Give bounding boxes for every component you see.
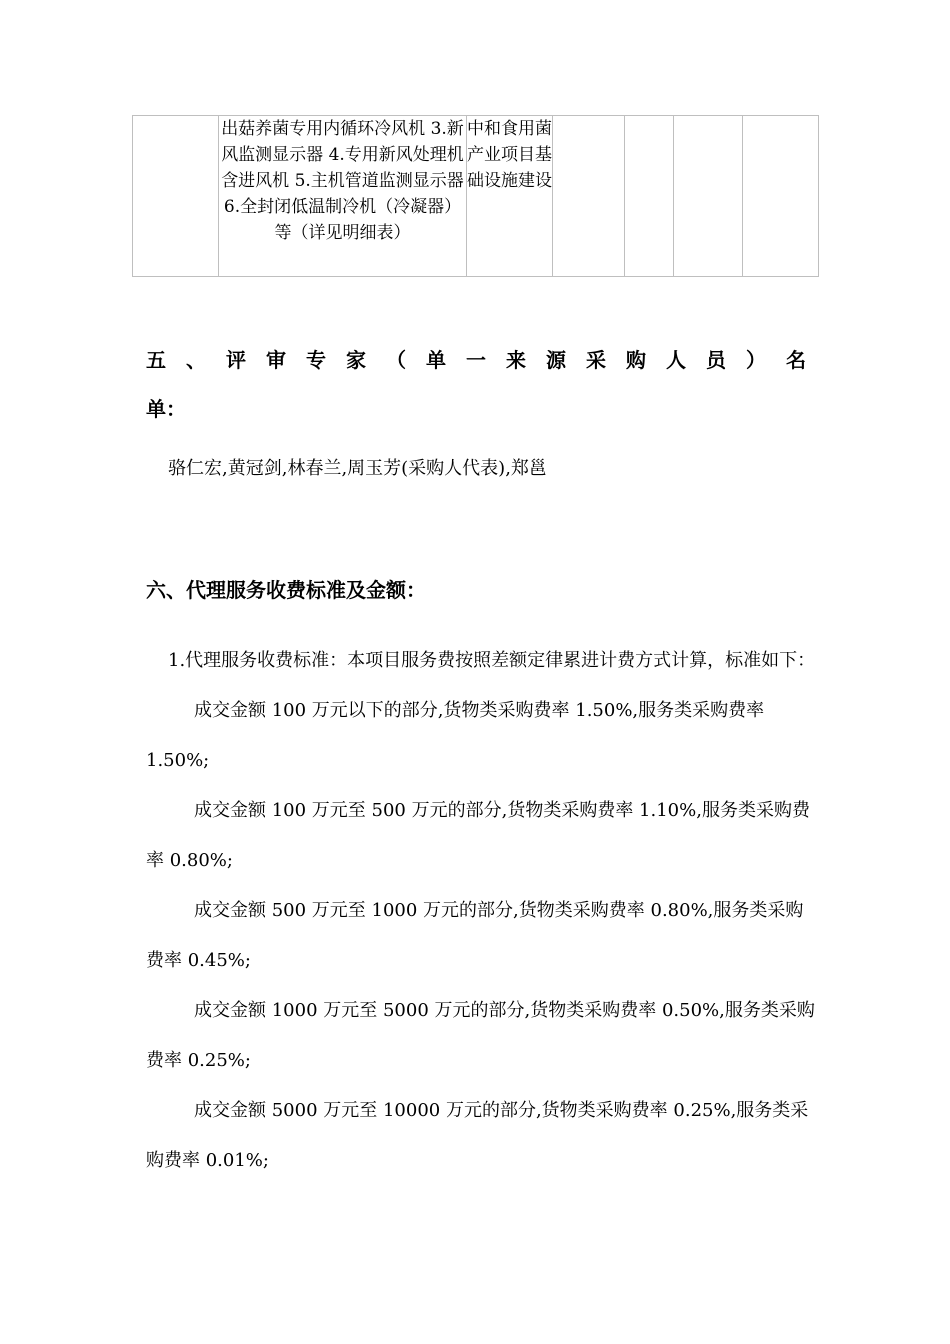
heading-char: 审	[266, 348, 286, 372]
table-cell	[674, 116, 743, 277]
heading-char: 源	[546, 348, 566, 372]
table-cell	[625, 116, 674, 277]
heading-char: 一	[466, 348, 486, 372]
fee-tier: 成交金额 100 万元至 500 万元的部分,货物类采购费率 1.10%,服务类采购费率 0.80%;	[146, 800, 810, 871]
heading-char: 五	[146, 348, 166, 372]
heading-char: ）	[746, 348, 766, 372]
fee-tier: 成交金额 5000 万元至 10000 万元的部分,货物类采购费率 0.25%,服务类采购费率 0.01%;	[146, 1100, 809, 1171]
heading-char: 家	[346, 348, 366, 372]
section6-heading: 六、代理服务收费标准及金额：	[146, 578, 426, 602]
section5-heading	[146, 336, 806, 434]
section5-heading-line1	[146, 336, 806, 385]
table-row	[133, 116, 819, 277]
fee-tier: 成交金额 500 万元至 1000 万元的部分,货物类采购费率 0.80%,服务类采购费率 0.45%;	[146, 900, 804, 971]
fee-tier: 成交金额 1000 万元至 5000 万元的部分,货物类采购费率 0.50%,服务类采购费率 0.25%;	[146, 1000, 815, 1071]
table-cell	[553, 116, 625, 277]
fee-standard: 1.代理服务收费标准：本项目服务费按照差额定律累进计费方式计算，标准如下：	[168, 650, 816, 671]
fee-tier: 成交金额 100 万元以下的部分,货物类采购费率 1.50%,服务类采购费率 1.50%;	[146, 700, 765, 771]
heading-char: 采	[586, 348, 606, 372]
expert-list: 骆仁宏,黄冠剑,林春兰,周玉芳(采购人代表),郑邕	[168, 458, 547, 479]
item-description-cell: 出菇养菌专用内循环冷风机 3.新风监测显示器 4.专用新风处理机含进风机 5.主机管道监测显示器 6.全封闭低温制冷机（冷凝器）等（详见明细表）	[219, 116, 467, 277]
fee-section	[146, 636, 816, 1186]
heading-char: 单	[426, 348, 446, 372]
table-cell	[743, 116, 819, 277]
heading-char: 购	[626, 348, 646, 372]
heading-char: 评	[226, 348, 246, 372]
heading-char: 员	[706, 348, 726, 372]
project-name-cell: 中和食用菌产业项目基础设施建设	[467, 116, 553, 277]
heading-char: 名	[786, 348, 806, 372]
heading-char: 专	[306, 348, 326, 372]
heading-char: 、	[186, 348, 206, 372]
table-cell	[133, 116, 219, 277]
heading-char: （	[386, 348, 406, 372]
heading-char: 人	[666, 348, 686, 372]
section5-heading-line2: 单：	[146, 397, 186, 421]
heading-char: 来	[506, 348, 526, 372]
items-table	[132, 115, 819, 277]
